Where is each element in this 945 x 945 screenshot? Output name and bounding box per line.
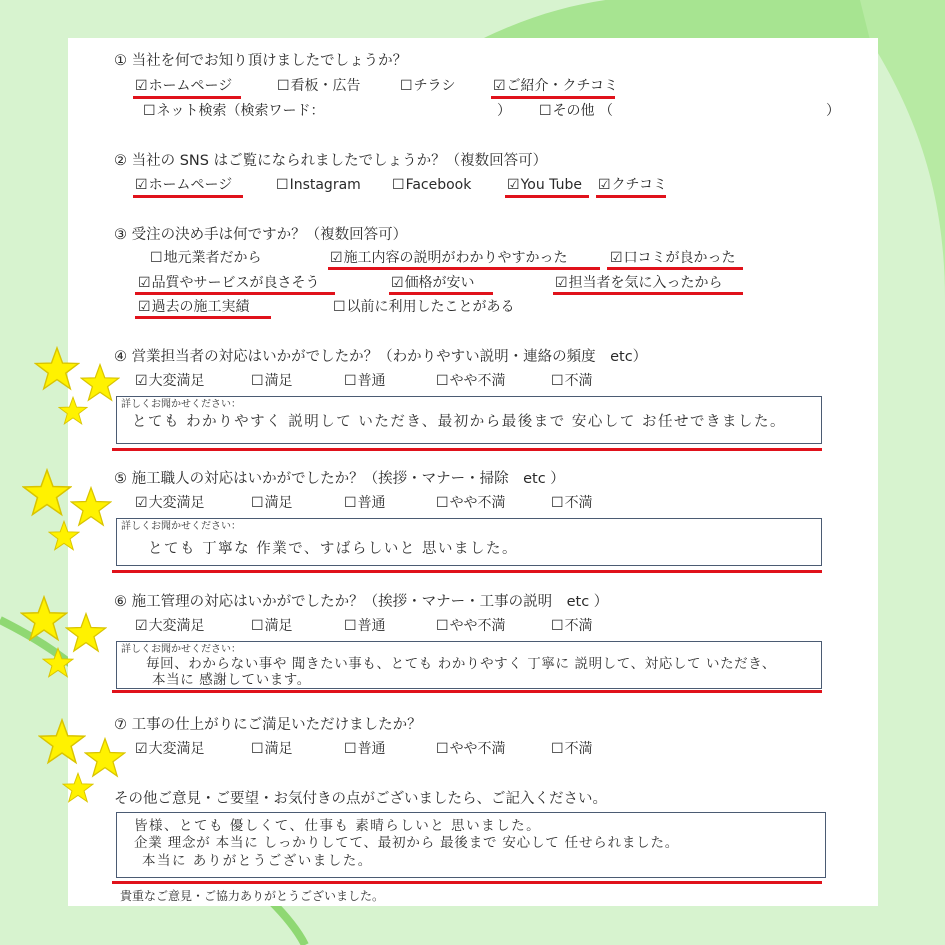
q6-comment-line: 毎回、わからない事や 聞きたい事も、とても わかりやすく 丁寧に 説明して、対応して いただき、 [146, 656, 776, 672]
underline-mark [135, 316, 271, 319]
q1-paren-close: ） [497, 103, 511, 119]
checkbox-icon: ☐ [539, 103, 552, 119]
checkbox-icon: ☐ [344, 373, 357, 389]
checked-box-icon: ☑ [135, 495, 148, 511]
star-icon [34, 346, 80, 392]
checked-box-icon: ☑ [610, 250, 623, 266]
q3-option-price: ☑価格が安い [391, 275, 475, 291]
q2-option-facebook: ☐Facebook [392, 177, 472, 193]
q3-option-quality: ☑品質やサービスが良さそう [138, 275, 320, 291]
q3-option-staff: ☑担当者を気に入ったから [555, 275, 723, 291]
checked-box-icon: ☑ [330, 250, 343, 266]
leaf-stem-bottom [270, 900, 305, 945]
checkbox-icon: ☐ [551, 618, 564, 634]
q3-option-used-before: ☐以前に利用したことがある [333, 299, 515, 315]
checked-box-icon: ☑ [135, 618, 148, 634]
checked-box-icon: ☑ [138, 275, 151, 291]
star-icon [22, 468, 72, 518]
q2-option-youtube: ☑You Tube [507, 177, 582, 193]
q1-title: ① 当社を何でお知り頂けましたでしょうか？ [114, 53, 408, 69]
checkbox-icon: ☐ [436, 618, 449, 634]
section-underline [112, 448, 822, 451]
q3-option-clear-explanation: ☑施工内容の説明がわかりやすかった [330, 250, 568, 266]
checkbox-icon: ☐ [551, 495, 564, 511]
q6-comment-line: 本当に 感謝しています。 [152, 672, 311, 688]
star-icon [20, 595, 68, 643]
underline-mark [389, 292, 493, 295]
checkbox-icon: ☐ [251, 618, 264, 634]
rating-option-satisfied: ☐満足 [251, 373, 293, 389]
underline-mark [133, 195, 243, 198]
star-icon [48, 520, 80, 552]
rating-option-somewhat-dissatisfied: ☐やや不満 [436, 741, 506, 757]
q3-option-track-record: ☑過去の施工実績 [138, 299, 250, 315]
q5-comment-line: とても 丁寧な 作業で、すばらしいと 思いました。 [148, 541, 519, 557]
detail-label: 詳しくお聞かせください： [121, 399, 241, 410]
q2-option-homepage: ☑ホームページ [135, 177, 233, 193]
checked-box-icon: ☑ [135, 78, 148, 94]
checkbox-icon: ☐ [251, 373, 264, 389]
checkbox-icon: ☐ [436, 741, 449, 757]
q1-option-sign: ☐看板・広告 [277, 78, 361, 94]
q1-paren-close: ） [826, 103, 840, 119]
star-icon [42, 647, 74, 679]
checkbox-icon: ☐ [150, 250, 163, 266]
checked-box-icon: ☑ [391, 275, 404, 291]
other-comment-line: 企業 理念が 本当に しっかりしてて、最初から 最後まで 安心して 任せられました。 [134, 835, 680, 851]
checked-box-icon: ☑ [135, 373, 148, 389]
rating-option-satisfied: ☐満足 [251, 741, 293, 757]
checked-box-icon: ☑ [138, 299, 151, 315]
rating-option-satisfied: ☐満足 [251, 618, 293, 634]
checked-box-icon: ☑ [555, 275, 568, 291]
checkbox-icon: ☐ [392, 177, 405, 193]
checkbox-icon: ☐ [277, 78, 290, 94]
star-icon [62, 772, 94, 804]
rating-option-neutral: ☐普通 [344, 495, 386, 511]
rating-option-neutral: ☐普通 [344, 741, 386, 757]
checkbox-icon: ☐ [551, 373, 564, 389]
section-underline [112, 570, 822, 573]
checkbox-icon: ☐ [143, 103, 156, 119]
rating-option-neutral: ☐普通 [344, 373, 386, 389]
footer-thanks: 貴重なご意見・ご協力ありがとうございました。 [120, 889, 385, 903]
rating-option-somewhat-dissatisfied: ☐やや不満 [436, 618, 506, 634]
checked-box-icon: ☑ [598, 177, 611, 193]
underline-mark [505, 195, 589, 198]
checked-box-icon: ☑ [135, 177, 148, 193]
rating-option-somewhat-dissatisfied: ☐やや不満 [436, 495, 506, 511]
q7-title: ⑦ 工事の仕上がりにご満足いただけましたか？ [114, 717, 422, 733]
star-icon [38, 718, 86, 766]
checkbox-icon: ☐ [344, 618, 357, 634]
rating-option-satisfied: ☐満足 [251, 495, 293, 511]
rating-option-dissatisfied: ☐不満 [551, 741, 593, 757]
rating-option-very-satisfied: ☑大変満足 [135, 741, 205, 757]
section-underline [112, 690, 822, 693]
checkbox-icon: ☐ [344, 495, 357, 511]
underline-mark [607, 267, 743, 270]
q2-title: ② 当社の SNS はご覧になられましたでしょうか？（複数回答可） [114, 153, 548, 169]
rating-option-very-satisfied: ☑大変満足 [135, 373, 205, 389]
q1-option-web-search: ☐ネット検索（検索ワード： [143, 103, 325, 119]
underline-mark [328, 267, 600, 270]
rating-option-very-satisfied: ☑大変満足 [135, 495, 205, 511]
checkbox-icon: ☐ [251, 741, 264, 757]
checkbox-icon: ☐ [333, 299, 346, 315]
q3-option-local: ☐地元業者だから [150, 250, 262, 266]
q3-title: ③ 受注の決め手は何ですか？（複数回答可） [114, 227, 408, 243]
q1-option-flyer: ☐チラシ [400, 78, 456, 94]
other-comment-line: 皆様、とても 優しくて、仕事も 素晴らしいと 思いました。 [134, 818, 542, 834]
q2-option-instagram: ☐Instagram [276, 177, 361, 193]
other-title: その他ご意見・ご要望・お気付きの点がございましたら、ご記入ください。 [114, 791, 607, 807]
rating-option-dissatisfied: ☐不満 [551, 495, 593, 511]
checkbox-icon: ☐ [400, 78, 413, 94]
checked-box-icon: ☑ [507, 177, 520, 193]
rating-option-somewhat-dissatisfied: ☐やや不満 [436, 373, 506, 389]
underline-mark [135, 292, 335, 295]
q5-title: ⑤ 施工職人の対応はいかがでしたか？（挨拶・マナー・掃除 etc ） [114, 471, 565, 487]
underline-mark [491, 96, 615, 99]
checked-box-icon: ☑ [493, 78, 506, 94]
underline-mark [596, 195, 666, 198]
detail-label: 詳しくお聞かせください： [121, 644, 241, 655]
star-icon [58, 396, 88, 426]
q4-title: ④ 営業担当者の対応はいかがでしたか？（わかりやすい説明・連絡の頻度 etc） [114, 349, 648, 365]
checkbox-icon: ☐ [436, 373, 449, 389]
checked-box-icon: ☑ [135, 741, 148, 757]
checkbox-icon: ☐ [276, 177, 289, 193]
q3-option-reviews: ☑口コミが良かった [610, 250, 736, 266]
rating-option-dissatisfied: ☐不満 [551, 373, 593, 389]
q4-comment-line: とても わかりやすく 説明して いただき、最初から最後まで 安心して お任せできました。 [132, 414, 786, 430]
checkbox-icon: ☐ [251, 495, 264, 511]
checkbox-icon: ☐ [344, 741, 357, 757]
underline-mark [133, 96, 241, 99]
checkbox-icon: ☐ [436, 495, 449, 511]
underline-mark [553, 292, 743, 295]
q2-option-kuchikomi: ☑クチコミ [598, 177, 668, 193]
checkbox-icon: ☐ [551, 741, 564, 757]
rating-option-very-satisfied: ☑大変満足 [135, 618, 205, 634]
q1-option-referral: ☑ご紹介・クチコミ [493, 78, 619, 94]
q6-title: ⑥ 施工管理の対応はいかがでしたか？（挨拶・マナー・工事の説明 etc ） [114, 594, 609, 610]
other-comment-line: 本当に ありがとうございました。 [142, 853, 373, 869]
q1-option-homepage: ☑ホームページ [135, 78, 233, 94]
detail-label: 詳しくお聞かせください： [121, 521, 241, 532]
section-underline [112, 881, 822, 884]
rating-option-dissatisfied: ☐不満 [551, 618, 593, 634]
rating-option-neutral: ☐普通 [344, 618, 386, 634]
q1-option-other: ☐その他 （ [539, 103, 614, 119]
